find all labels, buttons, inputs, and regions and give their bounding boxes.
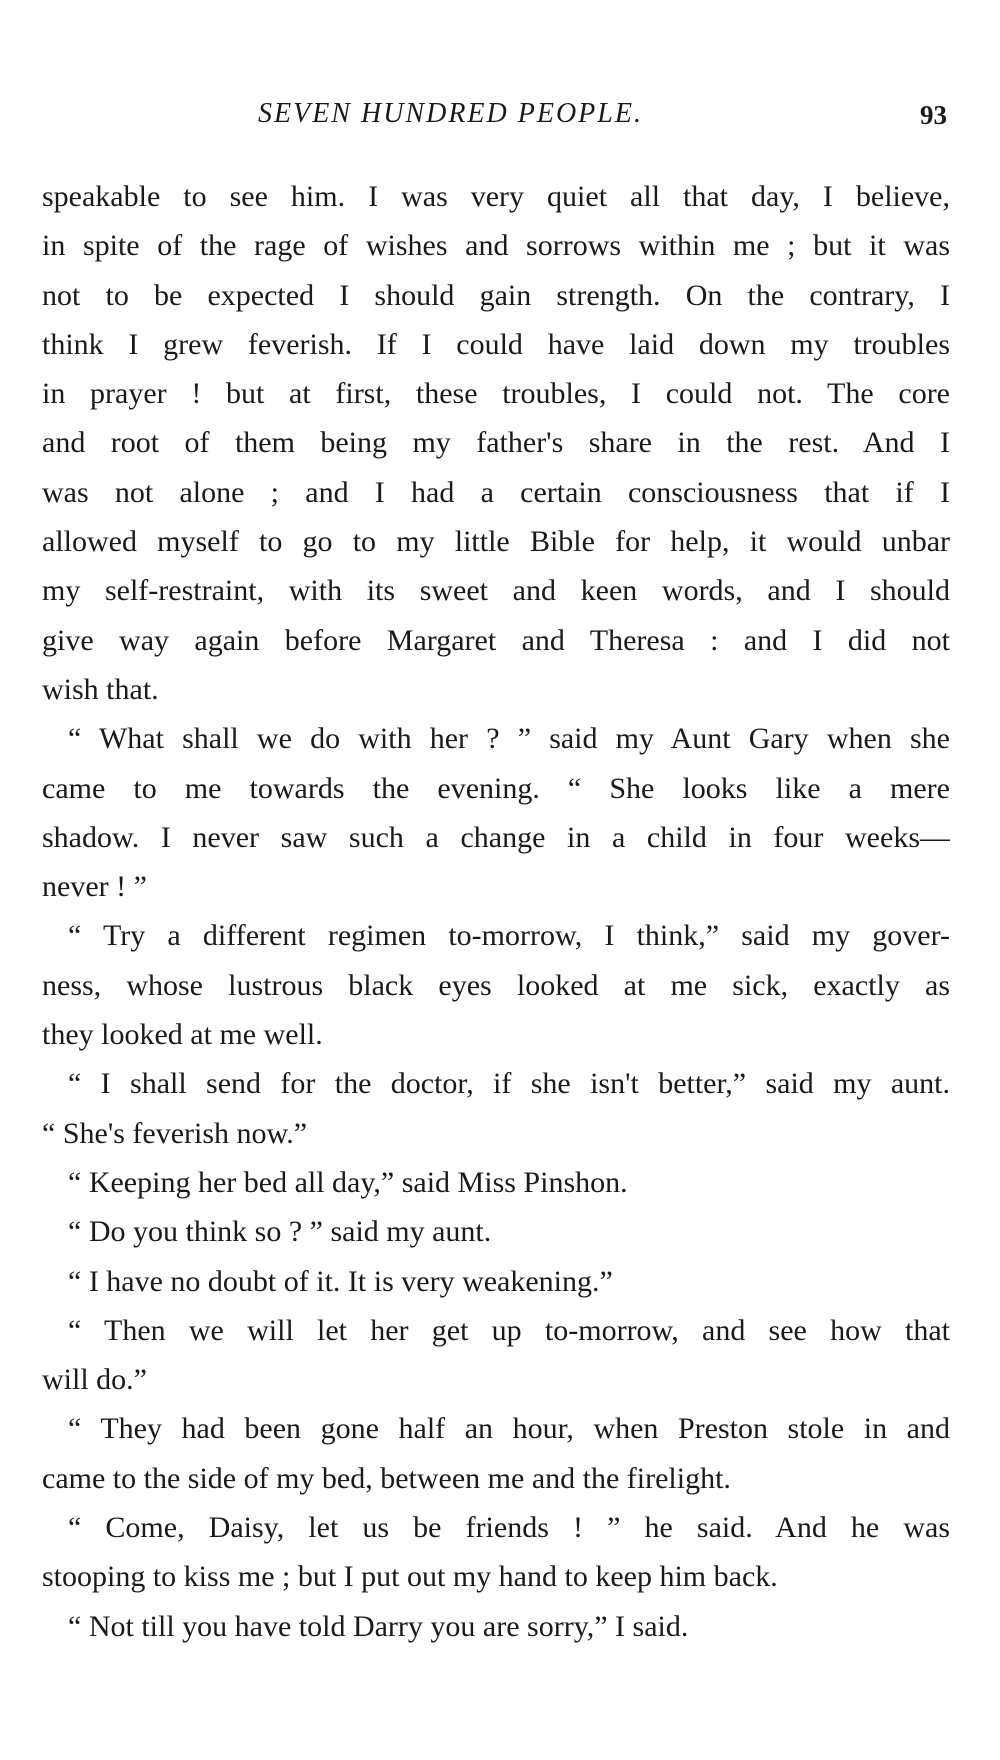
text-line: allowed myself to go to my little Bible for help, it would unbar: [42, 525, 950, 559]
text-line: “ They had been gone half an hour, when Preston stole in and: [68, 1412, 950, 1446]
text-line: speakable to see him. I was very quiet all that day, I believe,: [42, 180, 950, 213]
text-line: never ! ”: [42, 870, 147, 904]
text-line: think I grew feverish. If I could have laid down my troubles: [42, 327, 950, 361]
page-number: 93: [920, 100, 947, 130]
text-line: was not alone ; and I had a certain consciousness that if I: [42, 475, 950, 509]
text-line: give way again before Margaret and Theresa : and I did not: [42, 623, 950, 657]
running-title: SEVEN HUNDRED PEOPLE.: [258, 98, 643, 129]
text-line: came to me towards the evening. “ She looks like a mere: [42, 771, 950, 805]
text-line: shadow. I never saw such a change in a child in four weeks—: [42, 820, 950, 854]
text-line: “ What shall we do with her ? ” said my Aunt Gary when she: [68, 722, 950, 756]
text-line: wish that.: [42, 672, 159, 706]
text-line: ness, whose lustrous black eyes looked at me sick, exactly as: [42, 968, 950, 1002]
text-line: “ Then we will let her get up to-morrow, and see how that: [68, 1313, 950, 1347]
body-text: [42, 172, 950, 1651]
text-line: “ Do you think so ? ” said my aunt.: [68, 1215, 492, 1249]
text-line: came to the side of my bed, between me and the firelight.: [42, 1461, 731, 1495]
text-line: “ I shall send for the doctor, if she isn't better,” said my aunt.: [68, 1067, 950, 1101]
text-line: in spite of the rage of wishes and sorrows within me ; but it was: [42, 229, 950, 263]
text-line: “ Not till you have told Darry you are sorry,” I said.: [68, 1609, 689, 1643]
text-line: and root of them being my father's share in the rest. And I: [42, 426, 950, 460]
text-line: “ Keeping her bed all day,” said Miss Pinshon.: [68, 1165, 628, 1199]
text-line: “ Come, Daisy, let us be friends ! ” he said. And he was: [68, 1511, 950, 1545]
text-line: “ She's feverish now.”: [42, 1116, 308, 1150]
text-line: “ I have no doubt of it. It is very weakening.”: [68, 1264, 613, 1298]
text-line: stooping to kiss me ; but I put out my hand to keep him back.: [42, 1560, 778, 1594]
text-line: will do.”: [42, 1363, 147, 1397]
text-line: “ Try a different regimen to-morrow, I think,” said my gover-: [68, 919, 950, 953]
text-line: they looked at me well.: [42, 1018, 323, 1052]
text-line: my self-restraint, with its sweet and keen words, and I should: [42, 574, 950, 608]
text-line: in prayer ! but at first, these troubles, I could not. The core: [42, 377, 950, 411]
running-head: [0, 98, 1000, 138]
text-line: not to be expected I should gain strength. On the contrary, I: [42, 278, 950, 312]
